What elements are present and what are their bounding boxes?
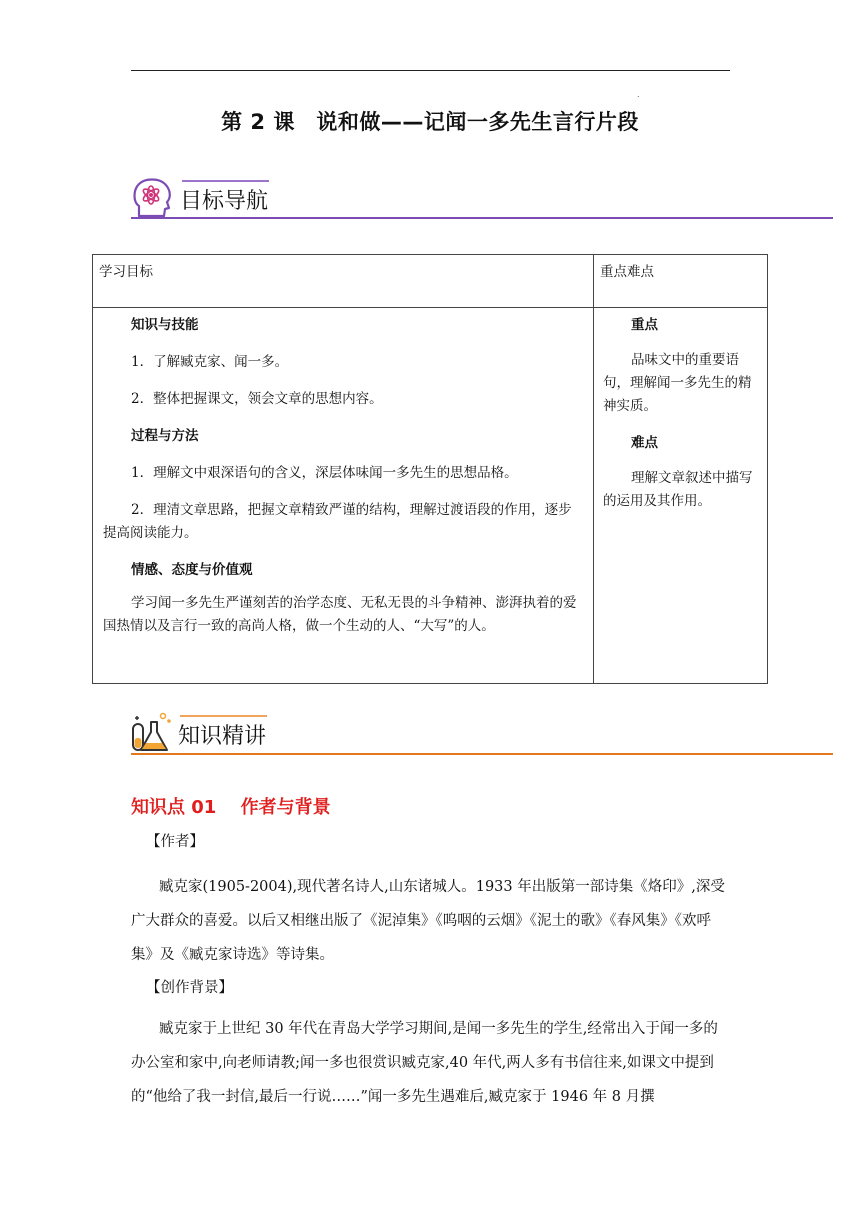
knowledge-divider (131, 753, 833, 755)
goals-cell (93, 308, 594, 684)
knowledge-point-title: 知识点 01 作者与背景 (131, 797, 331, 818)
goal-item: 1．了解臧克家、闻一多。 (131, 354, 289, 370)
brain-atom-icon (131, 176, 175, 220)
author-paragraph: 臧克家(1905-2004),现代著名诗人,山东诸城人。1933 年出版第一部诗集《烙印》,深受广大群众的喜爱。以后又相继出版了《泥淖集》《呜咽的云烟》《泥土的歌》《春风集》《欢呼集》及《臧克家诗选》等诗集。 (131, 879, 725, 963)
heading-accent-line (182, 180, 269, 182)
goal-heading: 知识与技能 (131, 317, 199, 333)
goal-item: 1．理解文中艰深语句的含义，深层体味闻一多先生的思想品格。 (131, 465, 518, 481)
col-key-difficult: 重点难点 (594, 255, 768, 308)
key-label: 重点 (631, 317, 658, 333)
author-tag: 【作者】 (146, 834, 204, 850)
lab-flask-icon (129, 710, 175, 756)
goal-heading: 过程与方法 (131, 428, 199, 444)
key-text: 品味文中的重要语句，理解闻一多先生的精神实质。 (603, 352, 752, 414)
page-title: 第 2 课 说和做——记闻一多先生言行片段 (221, 110, 639, 134)
difficult-label: 难点 (631, 435, 658, 451)
goal-heading: 情感、态度与价值观 (131, 562, 253, 578)
goals-heading: 目标导航 (180, 189, 269, 214)
goals-divider (131, 217, 833, 219)
background-paragraph: 臧克家于上世纪 30 年代在青岛大学学习期间,是闻一多先生的学生,经常出入于闻一多的办公室和家中,向老师请教;闻一多也很赏识臧克家,40 年代,两人多有书信往来,如课文中提到的“他给了我一封信,最后一行说……”闻一多先生遇难后,臧克家于 1946 年 8 月撰 (131, 1021, 718, 1105)
knowledge-heading: 知识精讲 (178, 724, 267, 749)
goals-table (92, 254, 768, 684)
difficult-text: 理解文章叙述中描写的运用及其作用。 (603, 470, 753, 509)
key-difficult-cell (594, 308, 768, 684)
background-tag: 【创作背景】 (146, 980, 233, 996)
goal-item: 学习闻一多先生严谨刻苦的治学态度、无私无畏的斗争精神、澎湃执着的爱国热情以及言行一致的高尚人格，做一个生动的人、“大写”的人。 (103, 595, 577, 634)
goal-item: 2．整体把握课文，领会文章的思想内容。 (131, 391, 383, 407)
goal-item: 2．理清文章思路，把握文章精致严谨的结构，理解过渡语段的作用，逐步提高阅读能力。 (103, 502, 572, 541)
heading-accent-line (180, 715, 267, 717)
col-learning-goals: 学习目标 (93, 255, 594, 308)
header-dot: . (637, 90, 640, 99)
top-rule (131, 70, 730, 71)
